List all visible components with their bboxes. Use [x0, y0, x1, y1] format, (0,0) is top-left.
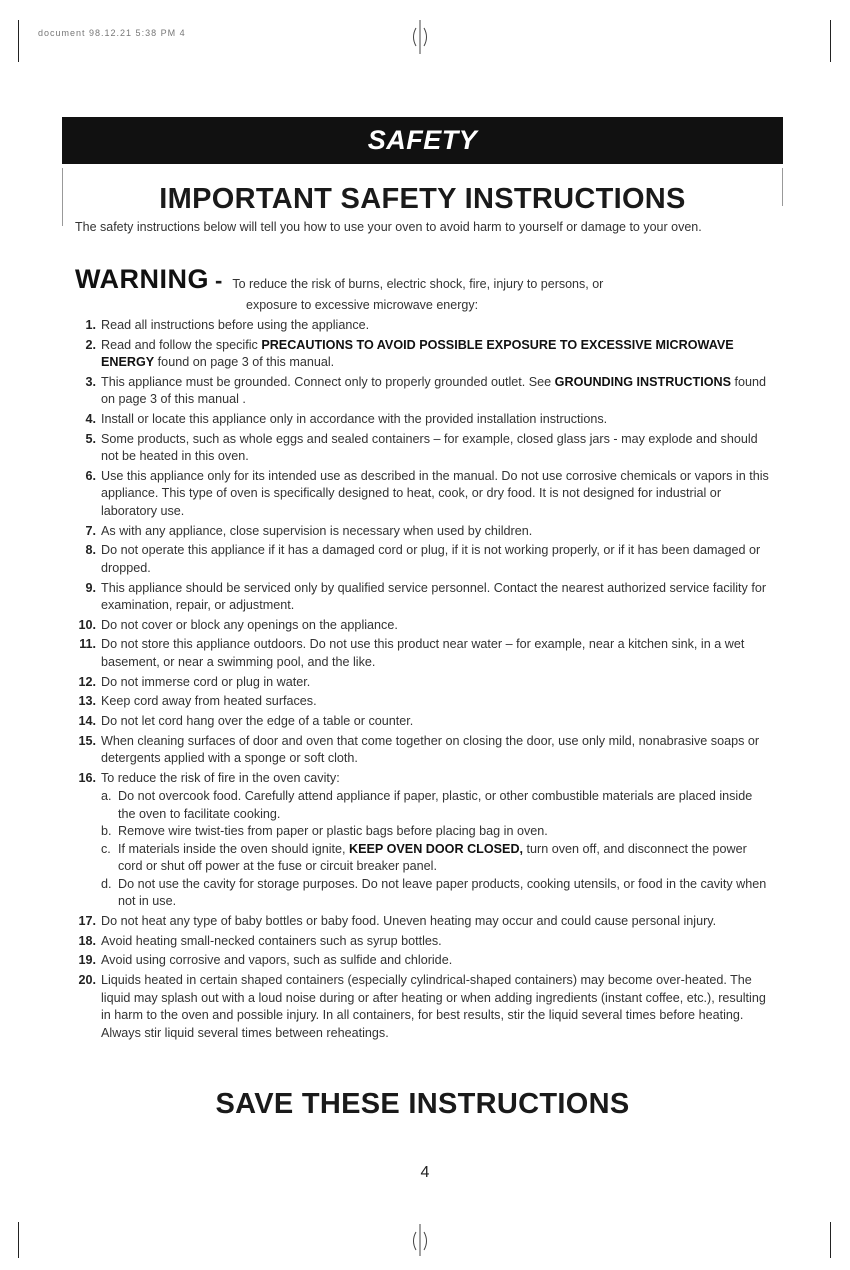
list-item	[72, 952, 772, 970]
warning-text: To reduce the risk of burns, electric shock, fire, injury to persons, or	[232, 277, 604, 291]
item-number: 19.	[78, 953, 96, 968]
list-item	[72, 468, 772, 521]
crop-mark	[18, 1222, 19, 1258]
list-item	[72, 636, 772, 671]
item-number: 16.	[78, 770, 96, 785]
warning-heading	[75, 264, 775, 295]
sub-list-item	[101, 788, 772, 823]
item-text: Remove wire twist-ties from paper or plastic bags before placing bag in oven.	[118, 824, 548, 839]
item-number: 10.	[78, 617, 96, 632]
item-number: 1.	[85, 318, 96, 332]
item-text: found on page 3 of this manual .	[101, 374, 766, 407]
item-number: 13.	[78, 694, 96, 709]
item-text: Keep cord away from heated surfaces.	[101, 694, 317, 709]
item-text: As with any appliance, close supervision is necessary when used by children.	[101, 523, 533, 538]
item-text: To reduce the risk of fire in the oven cavity:	[101, 770, 340, 785]
item-number: 6.	[85, 468, 96, 483]
item-number: 11.	[79, 637, 96, 652]
registration-mark-icon	[406, 20, 434, 54]
sub-item-letter: d.	[101, 876, 112, 891]
item-number: 18.	[78, 933, 96, 948]
item-number: 3.	[85, 374, 96, 389]
sub-list-item	[101, 876, 772, 911]
item-text: Do not operate this appliance if it has a damaged cord or plug, if it is not working properly, or if it has been damaged or dropped.	[101, 543, 761, 575]
list-item	[72, 337, 772, 372]
item-number: 7.	[85, 523, 96, 538]
warning-dash: -	[215, 268, 223, 293]
item-text: Do not cover or block any openings on the appliance.	[101, 617, 398, 632]
item-number: 4.	[85, 412, 96, 427]
item-number: 17.	[78, 914, 96, 928]
sub-item-letter: c.	[101, 841, 111, 856]
sub-item-letter: a.	[101, 789, 112, 804]
item-number: 9.	[85, 580, 96, 595]
warning-label: WARNING	[75, 264, 209, 294]
item-text: This appliance should be serviced only by qualified service personnel. Contact the nearest authorized service facility for examination, repair, or adjustment.	[101, 580, 767, 612]
list-item	[72, 580, 772, 615]
sub-item-letter: b.	[101, 824, 112, 839]
registration-mark-icon	[406, 1222, 434, 1256]
item-text: Do not immerse cord or plug in water.	[101, 674, 311, 689]
item-text: Do not let cord hang over the edge of a table or counter.	[101, 713, 414, 728]
list-item	[72, 674, 772, 692]
crop-mark	[18, 20, 19, 62]
item-emphasis: KEEP OVEN DOOR CLOSED,	[349, 841, 524, 856]
item-emphasis: PRECAUTIONS TO AVOID POSSIBLE EXPOSURE TO EXCESSIVE MICROWAVE ENERGY	[101, 337, 734, 370]
safety-banner	[62, 117, 783, 164]
item-text: Do not store this appliance outdoors. Do not use this product near water – for example, near a kitchen sink, in a wet basement, or near a swimming pool, and the like.	[101, 637, 745, 669]
item-number: 20.	[78, 973, 96, 988]
sub-list	[101, 788, 772, 911]
item-text: Use this appliance only for its intended use as described in the manual. Do not use corrosive chemicals or vapors in this appliance. This type of oven is specifically designed to heat, cook, or dry food. It is not designed for industrial or laboratory use.	[101, 468, 769, 518]
item-number: 12.	[78, 674, 96, 689]
item-text: Read and follow the specific	[101, 337, 262, 352]
item-number: 14.	[78, 713, 96, 728]
list-item	[72, 733, 772, 768]
list-item	[72, 523, 772, 541]
item-text: Do not overcook food. Carefully attend appliance if paper, plastic, or other combustible materials are placed inside the oven to facilitate cooking.	[118, 789, 753, 821]
list-item	[72, 317, 772, 335]
item-text: Install or locate this appliance only in accordance with the provided installation instructions.	[101, 412, 608, 427]
page-title: IMPORTANT SAFETY INSTRUCTIONS	[159, 183, 686, 215]
list-item	[72, 693, 772, 711]
item-number: 2.	[85, 337, 96, 352]
item-text: turn oven off, and disconnect the power cord or shut off power at the fuse or circuit breaker panel.	[118, 841, 747, 874]
item-text: found on page 3 of this manual.	[154, 355, 335, 370]
item-number: 15.	[78, 733, 96, 748]
list-item	[72, 411, 772, 429]
item-text: If materials inside the oven should ignite,	[118, 841, 350, 856]
item-text: Do not use the cavity for storage purposes. Do not leave paper products, cooking utensils, or food in the cavity when not in use.	[118, 876, 767, 909]
list-item	[72, 431, 772, 466]
list-item	[72, 713, 772, 731]
list-item	[72, 972, 772, 1042]
list-item	[72, 770, 772, 911]
banner-title: SAFETY	[367, 125, 478, 155]
item-text: Liquids heated in certain shaped containers (especially cylindrical-shaped containers) may become over-heated. The liquid may splash out with a loud noise during or after heating or when adding ingredients (instant coffee, etc.), resulting in harm to the oven and possible injury. In all containers, for best results, stir the liquid several times before heating. Always stir liquid several times between reheatings.	[101, 973, 766, 1040]
item-text: When cleaning surfaces of door and oven that come together on closing the door, use only mild, nonabrasive soaps or detergents applied with a sponge or soft cloth.	[101, 733, 760, 766]
page-number: 4	[420, 1164, 430, 1181]
list-item	[72, 933, 772, 951]
print-header: document 98.12.21 5:38 PM 4	[38, 28, 186, 38]
list-item	[72, 374, 772, 409]
list-item	[72, 542, 772, 577]
list-item	[72, 913, 772, 931]
instructions-list	[72, 317, 772, 1044]
warning-text-continued: exposure to excessive microwave energy:	[246, 298, 479, 312]
footer-title: SAVE THESE INSTRUCTIONS	[215, 1088, 630, 1120]
item-text: Avoid heating small-necked containers such as syrup bottles.	[101, 933, 442, 948]
item-number: 8.	[85, 543, 96, 558]
item-emphasis: GROUNDING INSTRUCTIONS	[554, 374, 731, 389]
list-item	[72, 617, 772, 635]
item-text: Some products, such as whole eggs and sealed containers – for example, closed glass jars - may explode and should not be heated in this oven.	[101, 431, 758, 464]
sub-list-item	[101, 841, 772, 876]
item-text: Read all instructions before using the appliance.	[101, 318, 370, 332]
crop-mark	[830, 20, 831, 62]
intro-paragraph: The safety instructions below will tell you how to use your oven to avoid harm to yourself or damage to your oven.	[75, 220, 702, 234]
sub-list-item	[101, 823, 772, 841]
crop-mark	[830, 1222, 831, 1258]
item-text: Do not heat any type of baby bottles or baby food. Uneven heating may occur and could cause personal injury.	[101, 914, 717, 928]
item-text: This appliance must be grounded. Connect only to properly grounded outlet. See	[101, 374, 555, 389]
item-text: Avoid using corrosive and vapors, such as sulfide and chloride.	[101, 953, 453, 968]
item-number: 5.	[85, 431, 96, 446]
